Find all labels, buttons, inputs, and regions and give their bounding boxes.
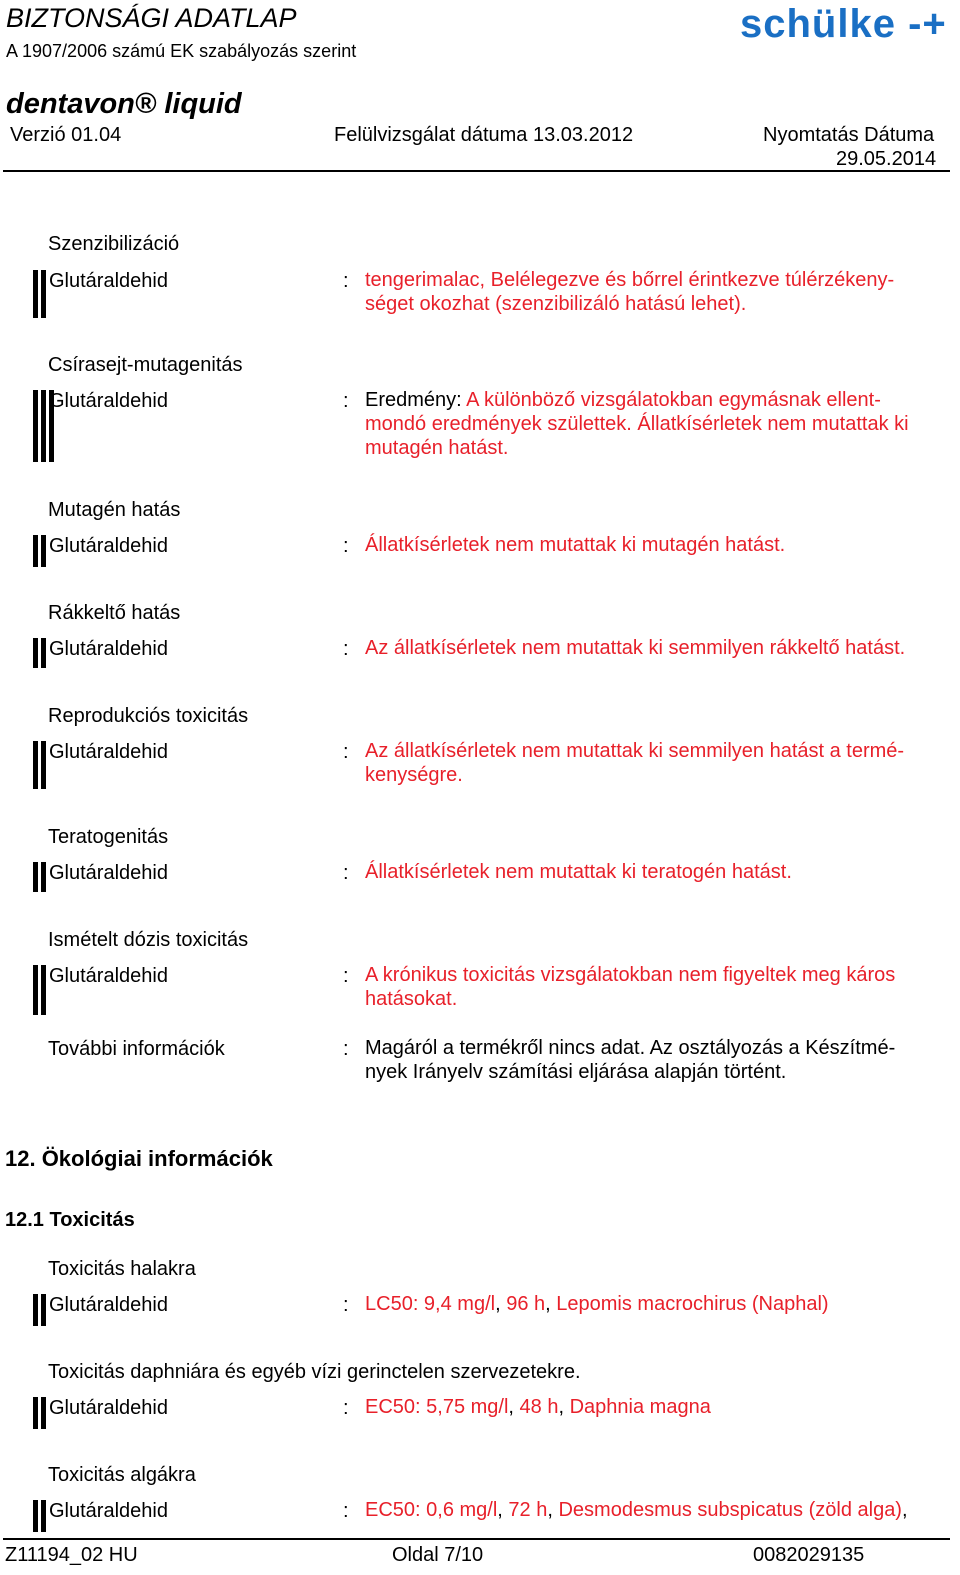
value-segment: , xyxy=(497,1499,509,1521)
category-label: Mutagén hatás xyxy=(48,499,181,521)
print-date-label: Nyomtatás Dátuma xyxy=(763,124,935,146)
value-segment: LC50: 9,4 mg/l xyxy=(365,1293,496,1315)
revision-marker xyxy=(33,535,46,567)
revision-marker xyxy=(33,1294,46,1326)
value-line xyxy=(365,963,895,987)
separator-colon: : xyxy=(343,535,349,557)
entry-value xyxy=(365,1395,711,1419)
value-line xyxy=(365,739,904,763)
value-segment: , xyxy=(547,1499,559,1521)
value-segment: Daphnia magna xyxy=(569,1396,711,1418)
further-info-value xyxy=(365,1036,895,1084)
value-line xyxy=(365,987,895,1011)
revision-bar xyxy=(41,1397,46,1429)
value-segment: séget okozhat (szenzibilizáló hatású lehet). xyxy=(365,293,747,315)
value-segment: , xyxy=(558,1396,570,1418)
revision-marker xyxy=(33,965,46,1015)
revision-bar xyxy=(33,1294,38,1326)
value-line xyxy=(365,860,792,884)
value-segment: 72 h xyxy=(508,1499,548,1521)
substance-name: Glutáraldehid xyxy=(49,1500,168,1522)
value-segment: 96 h xyxy=(506,1293,546,1315)
value-segment: Lepomis macrochirus (Naphal) xyxy=(556,1293,829,1315)
entry-value xyxy=(365,636,905,660)
substance-name: Glutáraldehid xyxy=(49,965,168,987)
separator-colon: : xyxy=(343,862,349,884)
value-segment: mondó eredmények születtek. Állatkísérletek nem mutattak ki xyxy=(365,413,909,435)
value-segment: , xyxy=(545,1293,557,1315)
revision-date: Felülvizsgálat dátuma 13.03.2012 xyxy=(334,124,634,146)
value-segment: nyek Irányelv számítási eljárása alapján történt. xyxy=(365,1061,787,1083)
section-12-1-heading: 12.1 Toxicitás xyxy=(5,1209,135,1231)
value-line xyxy=(365,1060,895,1084)
value-line xyxy=(365,436,909,460)
header-divider xyxy=(3,170,950,172)
footer-page-number: Oldal 7/10 xyxy=(392,1544,484,1566)
revision-marker xyxy=(33,1500,46,1532)
revision-bar xyxy=(33,741,38,789)
regulation-subtitle: A 1907/2006 számú EK szabályozás szerint xyxy=(6,41,357,61)
value-segment: A krónikus toxicitás vizsgálatokban nem figyeltek meg káros xyxy=(365,964,896,986)
category-label: Toxicitás halakra xyxy=(48,1258,196,1280)
substance-name: Glutáraldehid xyxy=(49,741,168,763)
separator-colon: : xyxy=(343,1294,349,1316)
value-segment: Az állatkísérletek nem mutattak ki semmilyen rákkeltő hatást. xyxy=(365,637,906,659)
revision-marker xyxy=(33,638,46,668)
category-label: Rákkeltő hatás xyxy=(48,602,181,624)
value-line xyxy=(365,763,904,787)
revision-marker xyxy=(33,270,46,318)
value-segment: EC50: 5,75 mg/l xyxy=(365,1396,509,1418)
separator-colon: : xyxy=(343,1397,349,1419)
value-segment: Eredmény: xyxy=(365,389,467,411)
substance-name: Glutáraldehid xyxy=(49,270,168,292)
footer-document-code: Z11194_02 HU xyxy=(5,1544,138,1566)
product-name: dentavon® liquid xyxy=(6,88,242,120)
value-segment: , xyxy=(901,1499,908,1521)
separator-colon: : xyxy=(343,390,349,412)
value-segment: Állatkísérletek nem mutattak ki mutagén hatást. xyxy=(365,534,786,556)
revision-bar xyxy=(41,535,46,567)
value-line xyxy=(365,388,909,412)
substance-name: Glutáraldehid xyxy=(49,862,168,884)
substance-name: Glutáraldehid xyxy=(49,535,168,557)
separator-colon: : xyxy=(343,741,349,763)
print-date: 29.05.2014 xyxy=(836,148,937,170)
footer-reference-number: 0082029135 xyxy=(753,1544,865,1566)
value-segment: mutagén hatást. xyxy=(365,437,509,459)
entry-value xyxy=(365,268,894,316)
section-12-heading: 12. Ökológiai információk xyxy=(5,1146,273,1171)
value-line xyxy=(365,1292,829,1316)
entry-value xyxy=(365,963,895,1011)
value-segment: Desmodesmus subspicatus (zöld alga) xyxy=(558,1499,902,1521)
category-label: Szenzibilizáció xyxy=(48,233,180,255)
value-segment: EC50: 0,6 mg/l xyxy=(365,1499,498,1521)
footer-divider xyxy=(3,1538,950,1540)
value-line xyxy=(365,1395,711,1419)
separator-colon: : xyxy=(343,1500,349,1522)
entry-value xyxy=(365,388,909,460)
category-label: Ismételt dózis toxicitás xyxy=(48,929,249,951)
entry-value xyxy=(365,533,785,557)
category-label: Teratogenitás xyxy=(48,826,169,848)
entry-value xyxy=(365,1498,908,1522)
revision-bar xyxy=(33,270,38,318)
category-label: Reprodukciós toxicitás xyxy=(48,705,249,727)
revision-bar xyxy=(33,965,38,1015)
value-segment: , xyxy=(495,1293,507,1315)
value-line xyxy=(365,636,905,660)
separator-colon: : xyxy=(343,270,349,292)
revision-bar xyxy=(41,862,46,892)
revision-bar xyxy=(33,862,38,892)
value-line xyxy=(365,268,894,292)
substance-name: Glutáraldehid xyxy=(49,638,168,660)
value-line xyxy=(365,1498,908,1522)
revision-bar xyxy=(41,741,46,789)
value-segment: tengerimalac, Belélegezve és bőrrel érintkezve túlérzékeny- xyxy=(365,269,895,291)
value-segment: hatásokat. xyxy=(365,988,458,1010)
revision-bar xyxy=(41,638,46,668)
value-line xyxy=(365,292,894,316)
version-label: Verzió 01.04 xyxy=(10,124,122,146)
revision-bar xyxy=(41,1294,46,1326)
value-line xyxy=(365,1036,895,1060)
document-title: BIZTONSÁGI ADATLAP xyxy=(6,3,297,33)
revision-marker xyxy=(33,1397,46,1429)
value-segment: Állatkísérletek nem mutattak ki teratogén hatást. xyxy=(365,861,792,883)
value-line xyxy=(365,412,909,436)
revision-bar xyxy=(33,1397,38,1429)
revision-marker xyxy=(33,741,46,789)
revision-bar xyxy=(41,270,46,318)
value-segment: kenységre. xyxy=(365,764,463,786)
separator-colon: : xyxy=(343,965,349,987)
value-line xyxy=(365,533,785,557)
entry-value xyxy=(365,860,792,884)
revision-bar xyxy=(41,390,46,462)
substance-name: Glutáraldehid xyxy=(49,1294,168,1316)
further-info-label: További információk xyxy=(48,1038,225,1060)
category-label: Toxicitás daphniára és egyéb vízi gerinctelen szervezetekre. xyxy=(48,1361,581,1383)
revision-bar xyxy=(33,535,38,567)
revision-bar xyxy=(41,1500,46,1532)
value-segment: , xyxy=(508,1396,520,1418)
entry-value xyxy=(365,1292,829,1316)
entry-value xyxy=(365,739,904,787)
separator-colon: : xyxy=(343,638,349,660)
value-segment: Az állatkísérletek nem mutattak ki semmilyen hatást a termé- xyxy=(365,740,905,762)
category-label: Toxicitás algákra xyxy=(48,1464,196,1486)
company-logo: schülke -+ xyxy=(740,2,947,46)
value-segment: 48 h xyxy=(519,1396,559,1418)
substance-name: Glutáraldehid xyxy=(49,390,168,412)
category-label: Csírasejt-mutagenitás xyxy=(48,354,243,376)
substance-name: Glutáraldehid xyxy=(49,1397,168,1419)
value-segment: A különböző vizsgálatokban egymásnak ellent- xyxy=(466,389,881,411)
revision-bar xyxy=(33,390,38,462)
revision-bar xyxy=(33,1500,38,1532)
revision-bar xyxy=(33,638,38,668)
value-segment: Magáról a termékről nincs adat. Az osztályozás a Készítmé- xyxy=(365,1037,896,1059)
further-info-colon: : xyxy=(343,1038,349,1060)
revision-bar xyxy=(41,965,46,1015)
revision-marker xyxy=(33,862,46,892)
